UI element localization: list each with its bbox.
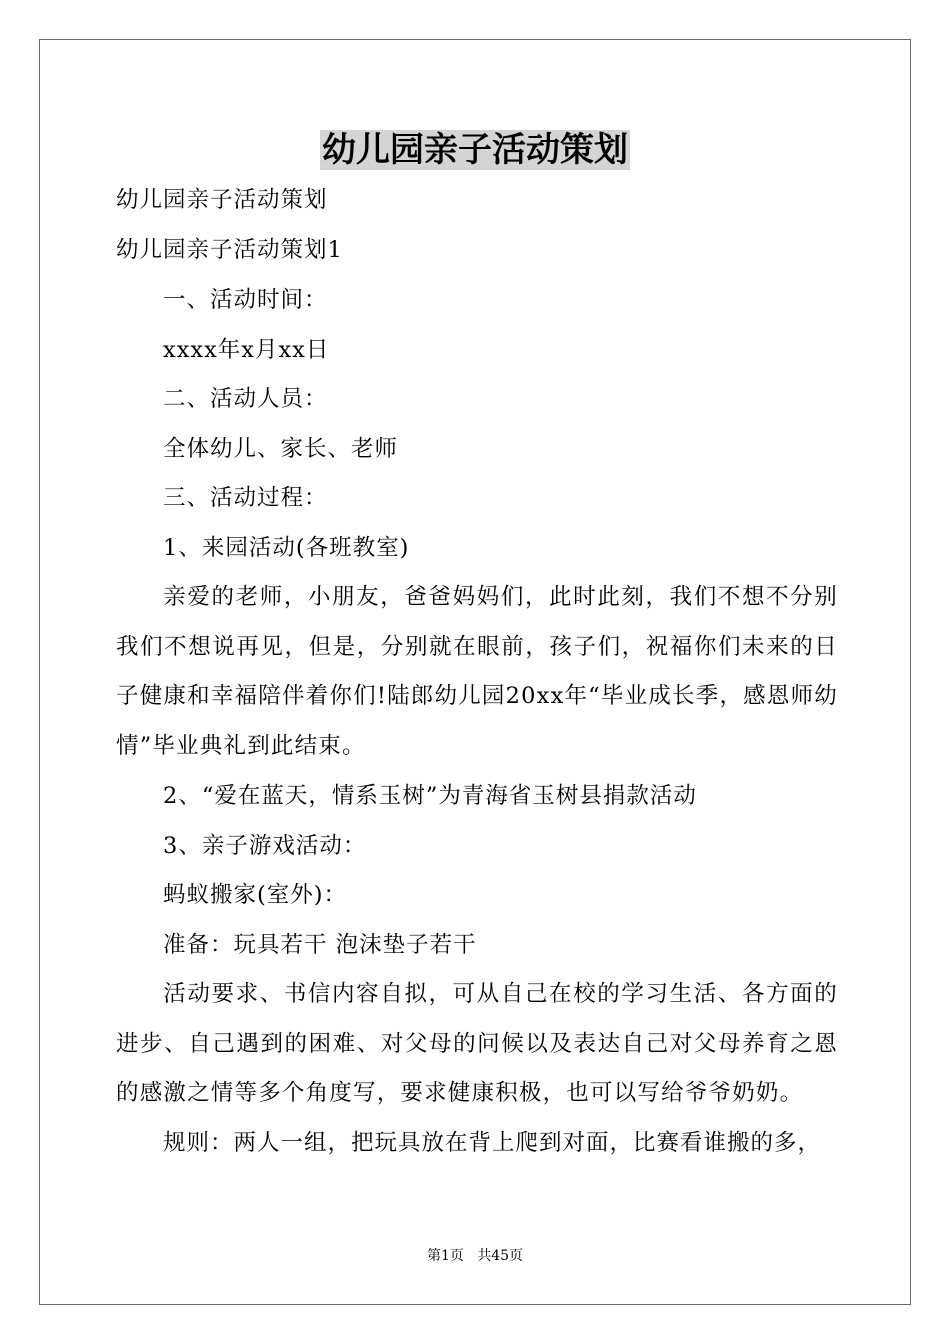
document-title <box>0 128 950 172</box>
game-name: 蚂蚁搬家(室外)： <box>163 882 348 908</box>
activity-time-heading: 一、活动时间： <box>163 287 328 313</box>
process-item-1: 1、来园活动(各班教室) <box>163 535 410 561</box>
activity-process-heading: 三、活动过程： <box>163 485 328 511</box>
document-title-text: 幼儿园亲子活动策划 <box>322 130 628 170</box>
activity-people: 全体幼儿、家长、老师 <box>163 436 399 462</box>
subtitle-line: 幼儿园亲子活动策划 <box>116 187 328 213</box>
section-heading: 幼儿园亲子活动策划1 <box>116 237 343 263</box>
activity-people-heading: 二、活动人员： <box>163 386 328 412</box>
paragraph-requirements: 活动要求、书信内容自拟，可从自己在校的学习生活、各方面的进步、自己遇到的困难、对父母的问候以及表达自己对父母养育之恩的感激之情等多个角度写，要求健康积极，也可以写给爷爷奶奶。 <box>116 981 838 1106</box>
game-preparation: 准备：玩具若干 泡沫垫子若干 <box>163 932 477 958</box>
game-rules: 规则：两人一组，把玩具放在背上爬到对面，比赛看谁搬的多， <box>163 1130 822 1156</box>
activity-date: xxxx年x月xx日 <box>163 337 330 363</box>
page-footer: 第1页 共45页 <box>426 1248 524 1264</box>
process-item-2: 2、“爱在蓝天，情系玉树”为青海省玉树县捐款活动 <box>163 783 697 809</box>
process-item-3: 3、亲子游戏活动： <box>163 833 367 859</box>
paragraph-farewell: 亲爱的老师，小朋友，爸爸妈妈们，此时此刻，我们不想不分别我们不想说再见，但是，分别就在眼前，孩子们，祝福你们未来的日子健康和幸福陪伴着你们!陆郎幼儿园20xx年“毕业成长季，感恩师幼情”毕业典礼到此结束。 <box>116 584 838 759</box>
